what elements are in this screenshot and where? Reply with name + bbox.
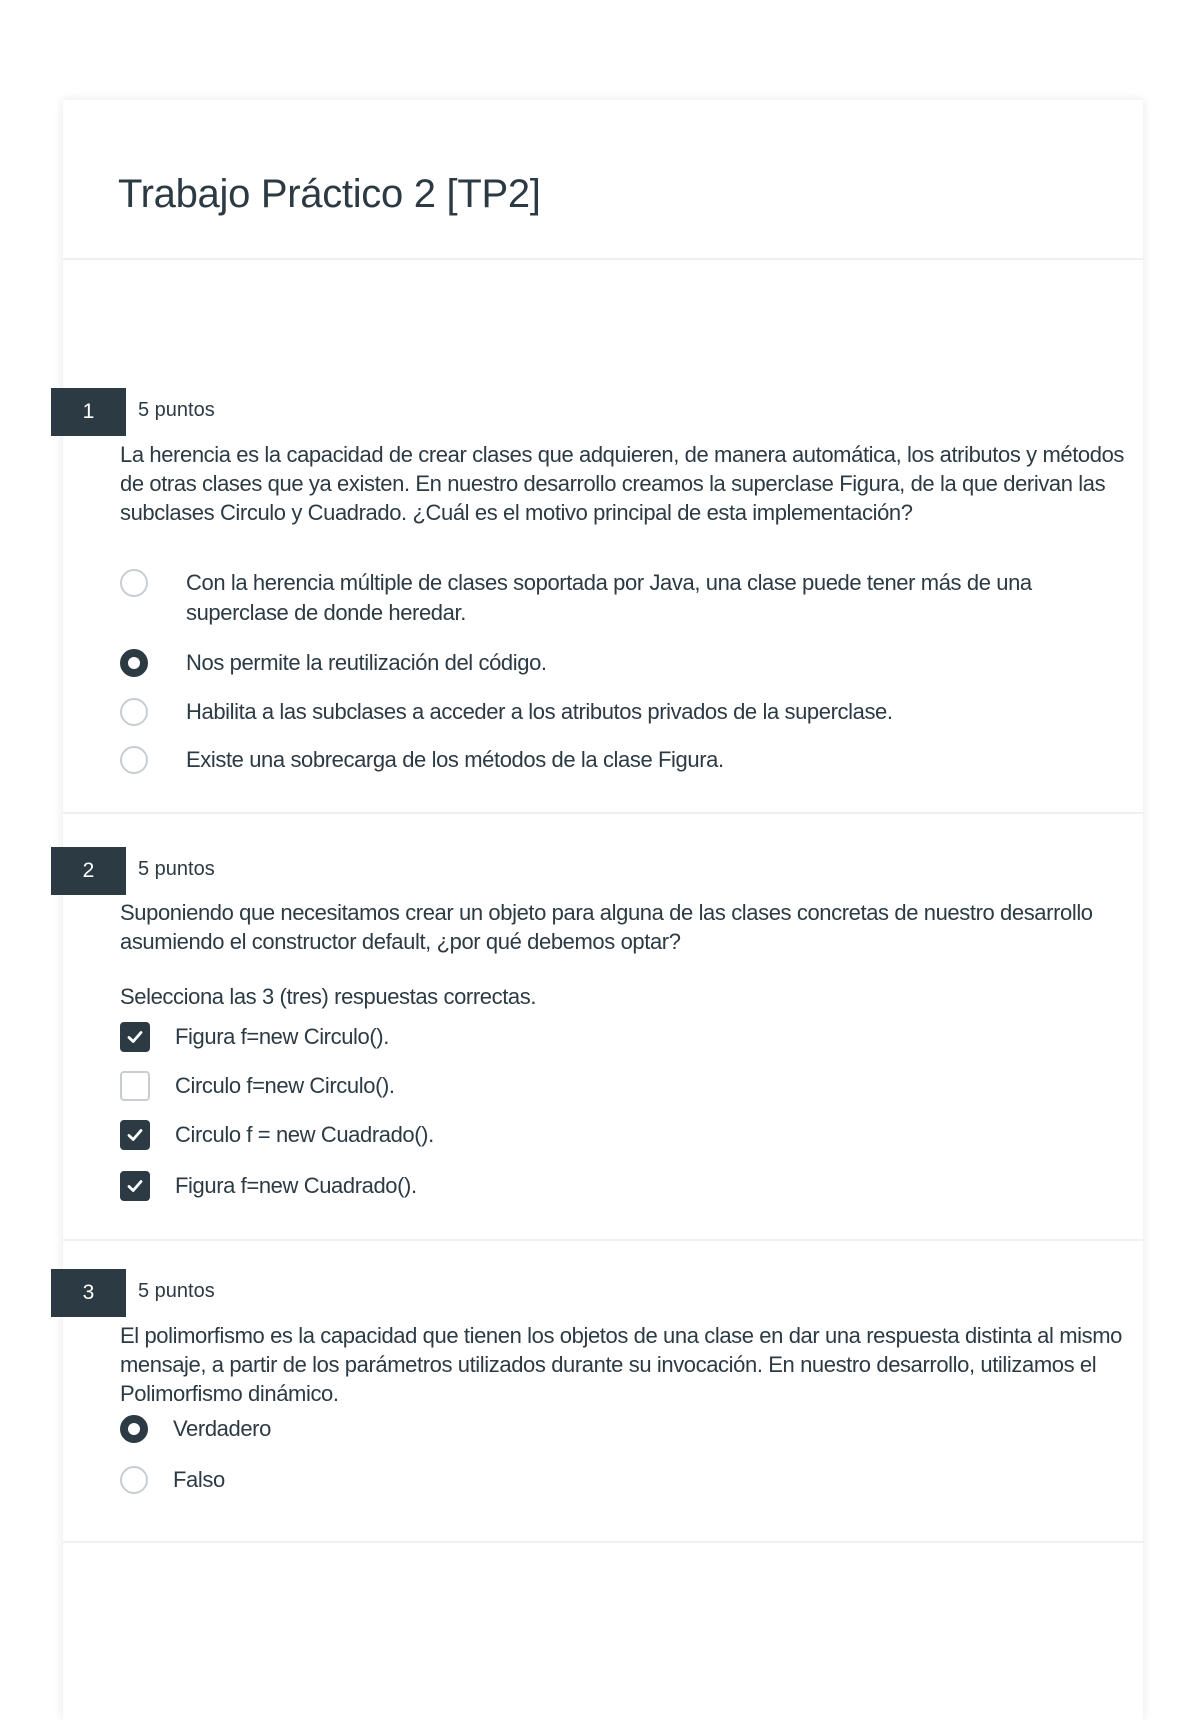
radio-button[interactable] [120,698,148,726]
page-title: Trabajo Práctico 2 [TP2] [118,172,541,216]
checkbox-checked[interactable] [120,1171,150,1201]
answer-label: Falso [173,1467,225,1492]
answer-option[interactable] [120,1414,1130,1444]
question-text: El polimorfismo es la capacidad que tienen los objetos de una clase en dar una respuesta distinta al mismo mensaje, a partir de los parámetros utilizados durante su invocación. En nuestro desarrollo, utilizamos el Polimorfismo dinámico. [120,1323,1122,1406]
answer-option[interactable] [120,1071,1130,1101]
checkbox-checked[interactable] [120,1120,150,1150]
answer-label: Habilita a las subclases a acceder a los atributos privados de la superclase. [186,699,893,724]
question-points: 5 puntos [138,399,215,421]
question-number: 2 [51,847,126,895]
checkbox[interactable] [120,1071,150,1101]
answer-option[interactable] [120,1465,1130,1495]
answer-label: Circulo f = new Cuadrado(). [175,1122,434,1147]
answer-label: Con la herencia múltiple de clases soportada por Java, una clase puede tener más de una superclase de donde heredar. [186,570,1032,625]
answer-option[interactable] [120,745,1130,775]
answer-option[interactable] [120,1120,1130,1150]
checkbox-checked[interactable] [120,1022,150,1052]
answer-label: Figura f=new Cuadrado(). [175,1173,417,1198]
answer-option[interactable] [120,648,1130,678]
question-points: 5 puntos [138,858,215,880]
radio-button[interactable] [120,569,148,597]
checkmark-icon [125,1027,145,1047]
answer-option[interactable] [120,568,1130,628]
question-3 [63,1239,1143,1543]
answer-label: Nos permite la reutilización del código. [186,650,547,675]
answer-option[interactable] [120,1171,1130,1201]
quiz-card [63,100,1143,1720]
answer-label: Circulo f=new Circulo(). [175,1073,395,1098]
checkmark-icon [125,1176,145,1196]
question-number: 3 [51,1269,126,1317]
question-instruction: Selecciona las 3 (tres) respuestas correctas. [120,984,537,1009]
radio-button-selected[interactable] [120,649,148,677]
answer-label: Figura f=new Circulo(). [175,1024,389,1049]
answer-option[interactable] [120,697,1130,727]
quiz-header [63,100,1143,260]
question-text: La herencia es la capacidad de crear clases que adquieren, de manera automática, los atributos y métodos de otras clases que ya existen. En nuestro desarrollo creamos la superclase Figura, de la que derivan las subclases Circulo y Cuadrado. ¿Cuál es el motivo principal de esta implementación? [120,442,1125,525]
question-points: 5 puntos [138,1280,215,1302]
question-text: Suponiendo que necesitamos crear un objeto para alguna de las clases concretas de nuestro desarrollo asumiendo el constructor default, ¿por qué debemos optar? [120,900,1093,954]
answer-option[interactable] [120,1022,1130,1052]
answer-label: Existe una sobrecarga de los métodos de la clase Figura. [186,747,724,772]
question-2 [63,812,1143,1241]
question-number: 1 [51,388,126,436]
radio-button[interactable] [120,746,148,774]
checkmark-icon [125,1125,145,1145]
question-1 [63,260,1143,814]
radio-button[interactable] [120,1466,148,1494]
answer-label: Verdadero [173,1416,271,1441]
radio-button-selected[interactable] [120,1415,148,1443]
